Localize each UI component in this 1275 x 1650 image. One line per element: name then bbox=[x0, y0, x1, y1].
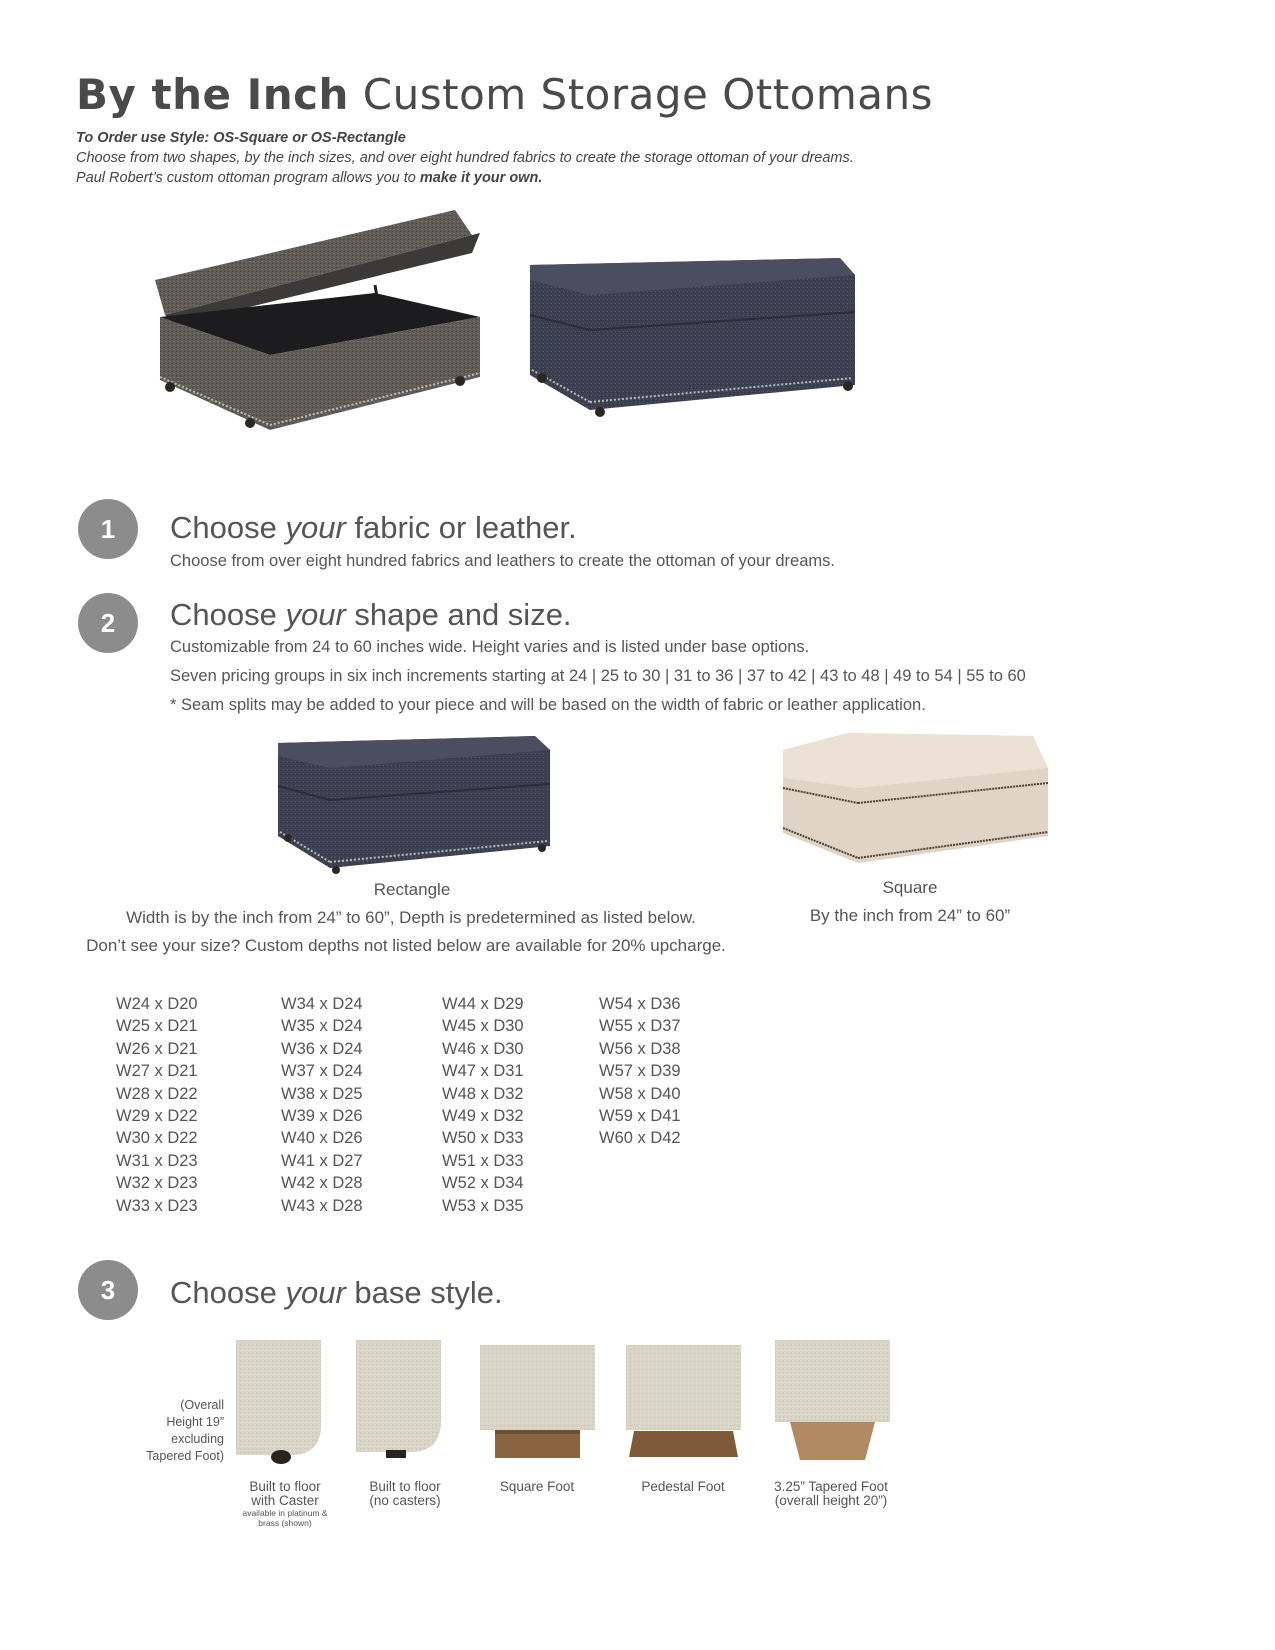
no-caster-base-caption: Built to floor (no casters) bbox=[369, 1479, 441, 1508]
size-item: W52 x D34 bbox=[442, 1174, 524, 1193]
step-3-badge: 3 bbox=[78, 1260, 138, 1320]
step-2-emphasis: your bbox=[285, 597, 346, 632]
size-item: W40 x D26 bbox=[281, 1129, 363, 1148]
no-caster-base-image bbox=[356, 1340, 446, 1465]
step-1-emphasis: your bbox=[285, 510, 346, 545]
step-3-emphasis: your bbox=[285, 1275, 346, 1310]
caster-base-caption: Built to floor with Caster available in platinum & brass (shown) bbox=[210, 1480, 360, 1528]
step-2-line-3: * Seam splits may be added to your piece and will be based on the width of fabric or leather application. bbox=[170, 696, 926, 714]
step-3-pre: Choose bbox=[170, 1275, 286, 1310]
tapered-foot-image bbox=[775, 1340, 893, 1465]
size-item: W48 x D32 bbox=[442, 1084, 524, 1103]
square-foot-image bbox=[480, 1345, 598, 1465]
size-column-1 bbox=[116, 993, 198, 1217]
square-label: Square bbox=[882, 878, 938, 897]
size-item: W49 x D32 bbox=[442, 1107, 524, 1126]
step-1-heading bbox=[170, 510, 577, 546]
size-item: W32 x D23 bbox=[116, 1174, 198, 1193]
step-2-pre: Choose bbox=[170, 597, 286, 632]
size-item: W27 x D21 bbox=[116, 1062, 198, 1081]
size-item: W50 x D33 bbox=[442, 1129, 524, 1148]
program-bold: make it your own. bbox=[419, 170, 543, 186]
size-item: W25 x D21 bbox=[116, 1017, 198, 1036]
square-foot-caption: Square Foot bbox=[499, 1479, 575, 1494]
caster-base-image bbox=[236, 1340, 326, 1465]
size-item: W36 x D24 bbox=[281, 1039, 363, 1058]
caster-finish-note: available in platinum & bbox=[242, 1508, 328, 1518]
order-line: To Order use Style: OS-Square or OS-Rectangle bbox=[76, 130, 406, 146]
size-item: W51 x D33 bbox=[442, 1151, 524, 1170]
size-item: W44 x D29 bbox=[442, 995, 524, 1013]
size-item: W28 x D22 bbox=[116, 1084, 198, 1103]
size-item: W54 x D36 bbox=[599, 995, 681, 1013]
step-1-badge: 1 bbox=[78, 499, 138, 559]
size-item: W58 x D40 bbox=[599, 1084, 681, 1103]
size-item: W53 x D35 bbox=[442, 1196, 524, 1215]
size-item: W45 x D30 bbox=[442, 1017, 524, 1036]
program-line bbox=[76, 170, 542, 186]
step-2-post: shape and size. bbox=[345, 597, 572, 632]
step-2-line-2: Seven pricing groups in six inch increments starting at 24 | 25 to 30 | 31 to 36 | 37 to 42 | 43 to 48 | 49 to 54 | 55 to 60 bbox=[170, 667, 1026, 685]
size-item: W39 x D26 bbox=[281, 1107, 363, 1126]
page-title bbox=[76, 70, 933, 119]
size-item: W31 x D23 bbox=[116, 1151, 198, 1170]
pedestal-foot-image bbox=[626, 1345, 744, 1465]
size-item: W43 x D28 bbox=[281, 1196, 363, 1215]
title-bold: By the Inch bbox=[76, 70, 349, 119]
size-item: W47 x D31 bbox=[442, 1062, 524, 1081]
size-item: W37 x D24 bbox=[281, 1062, 363, 1081]
size-item: W33 x D23 bbox=[116, 1196, 198, 1215]
tapered-foot-caption: 3.25” Tapered Foot (overall height 20”) bbox=[774, 1479, 888, 1508]
step-2-badge: 2 bbox=[78, 593, 138, 653]
size-item: W46 x D30 bbox=[442, 1039, 524, 1058]
rectangle-ottoman-image bbox=[270, 728, 560, 878]
size-item: W30 x D22 bbox=[116, 1129, 198, 1148]
rectangle-width-text: Width is by the inch from 24” to 60”, Depth is predetermined as listed below. bbox=[126, 908, 696, 927]
step-2-heading bbox=[170, 597, 572, 633]
size-item: W60 x D42 bbox=[599, 1129, 681, 1148]
step-3-post: base style. bbox=[345, 1275, 503, 1310]
size-item: W42 x D28 bbox=[281, 1174, 363, 1193]
height-note: (Overall Height 19” excluding Tapered Foot) bbox=[146, 1398, 224, 1463]
size-item: W56 x D38 bbox=[599, 1039, 681, 1058]
closed-storage-ottoman-image bbox=[510, 250, 870, 430]
size-item: W57 x D39 bbox=[599, 1062, 681, 1081]
size-item: W38 x D25 bbox=[281, 1084, 363, 1103]
step-3-heading bbox=[170, 1275, 503, 1311]
step-1-pre: Choose bbox=[170, 510, 286, 545]
square-width-text: By the inch from 24” to 60” bbox=[809, 906, 1011, 925]
size-column-3 bbox=[442, 993, 524, 1217]
program-text: Paul Robert’s custom ottoman program allows you to bbox=[76, 170, 420, 186]
size-item: W26 x D21 bbox=[116, 1039, 198, 1058]
size-column-4 bbox=[599, 993, 681, 1150]
step-1-text: Choose from over eight hundred fabrics and leathers to create the ottoman of your dreams. bbox=[170, 552, 835, 570]
size-item: W55 x D37 bbox=[599, 1017, 681, 1036]
custom-depth-text: Don’t see your size? Custom depths not listed below are available for 20% upcharge. bbox=[86, 936, 726, 955]
size-item: W24 x D20 bbox=[116, 995, 198, 1013]
open-storage-ottoman-image bbox=[150, 205, 490, 445]
size-item: W59 x D41 bbox=[599, 1107, 681, 1126]
step-2-line-1: Customizable from 24 to 60 inches wide. Height varies and is listed under base options. bbox=[170, 638, 810, 656]
size-item: W35 x D24 bbox=[281, 1017, 363, 1036]
description-line: Choose from two shapes, by the inch sizes, and over eight hundred fabrics to create the storage ottoman of your dreams. bbox=[76, 150, 854, 166]
rectangle-label: Rectangle bbox=[373, 880, 451, 899]
size-item: W41 x D27 bbox=[281, 1151, 363, 1170]
square-ottoman-image bbox=[778, 728, 1058, 878]
size-item: W34 x D24 bbox=[281, 995, 363, 1013]
pedestal-foot-caption: Pedestal Foot bbox=[641, 1479, 725, 1494]
size-item: W29 x D22 bbox=[116, 1107, 198, 1126]
title-rest: Custom Storage Ottomans bbox=[348, 70, 934, 119]
step-1-post: fabric or leather. bbox=[345, 510, 577, 545]
size-column-2 bbox=[281, 993, 363, 1217]
